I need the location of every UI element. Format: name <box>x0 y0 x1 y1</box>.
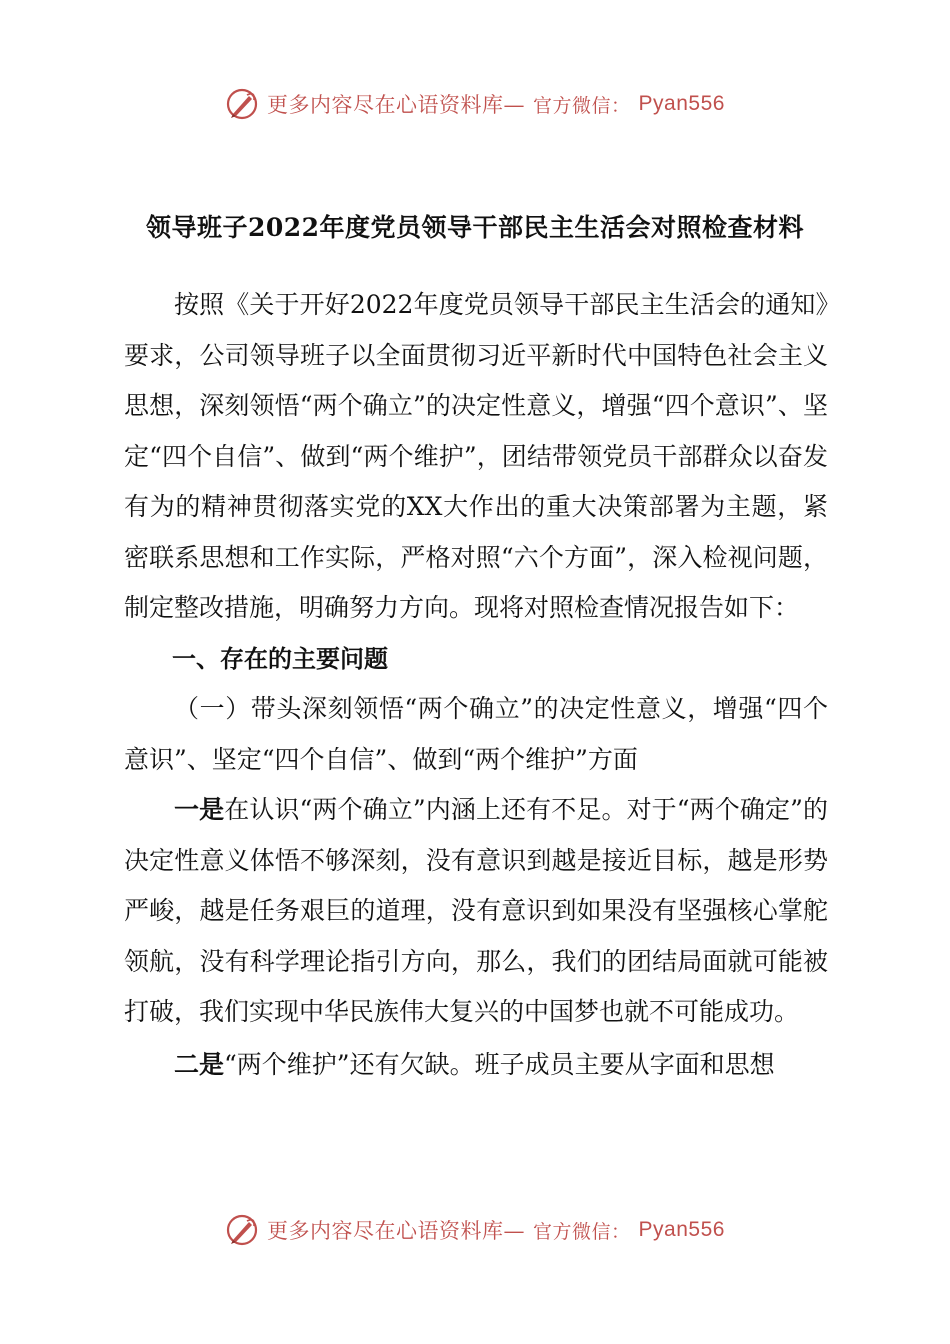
header-watermark <box>0 82 950 126</box>
item-lead-1: 一是 <box>174 795 225 824</box>
watermark-wechat-id: Pyan556 <box>638 1218 725 1241</box>
watermark-wechat-id: Pyan556 <box>638 92 725 115</box>
subsection-heading: （一）带头深刻领悟“两个确立”的决定性意义，增强“四个意识”、坚定“四个自信”、做到“两个维护”方面 <box>124 694 828 774</box>
item-paragraph-2 <box>124 1040 828 1091</box>
item-lead-2: 二是 <box>174 1049 225 1079</box>
section-heading: 一、存在的主要问题 <box>172 644 388 673</box>
pen-logo-icon <box>225 1213 259 1247</box>
footer-watermark <box>0 1208 950 1252</box>
item-text-1: 在认识“两个确立”内涵上还有不足。对于“两个确定”的决定性意义体悟不够深刻，没有意识到越是接近目标，越是形势严峻，越是任务艰巨的道理，没有意识到如果没有坚强核心掌舵领航，没有科学理论指引方向，那么，我们的团结局面就可能被打破，我们实现中华民族伟大复兴的中国梦也就不可能成功。 <box>124 795 828 1026</box>
pen-logo-icon <box>225 87 259 121</box>
watermark-text: 更多内容尽在心语资料库— <box>267 1219 526 1243</box>
document-body <box>124 280 828 1090</box>
watermark-wechat-label: 官方微信： <box>533 94 631 117</box>
document-title: 领导班子2022年度党员领导干部民主生活会对照检查材料 <box>145 213 805 242</box>
item-text-2: “两个维护”还有欠缺。班子成员主要从字面和思想 <box>224 1049 775 1079</box>
intro-paragraph: 按照《关于开好2022年度党员领导干部民主生活会的通知》要求，公司领导班子以全面贯彻习近平新时代中国特色社会主义思想，深刻领悟“两个确立”的决定性意义，增强“四个意识”、坚定“四个自信”、做到“两个维护”，团结带领党员干部群众以奋发有为的精神贯彻落实党的XX大作出的重大决策部署为主题，紧密联系思想和工作实际，严格对照“六个方面”，深入检视问题，制定整改措施，明确努力方向。现将对照检查情况报告如下： <box>124 290 828 622</box>
watermark-text: 更多内容尽在心语资料库— <box>267 93 526 117</box>
item-paragraph-1 <box>124 785 828 1038</box>
watermark-wechat-label: 官方微信： <box>533 1220 631 1243</box>
